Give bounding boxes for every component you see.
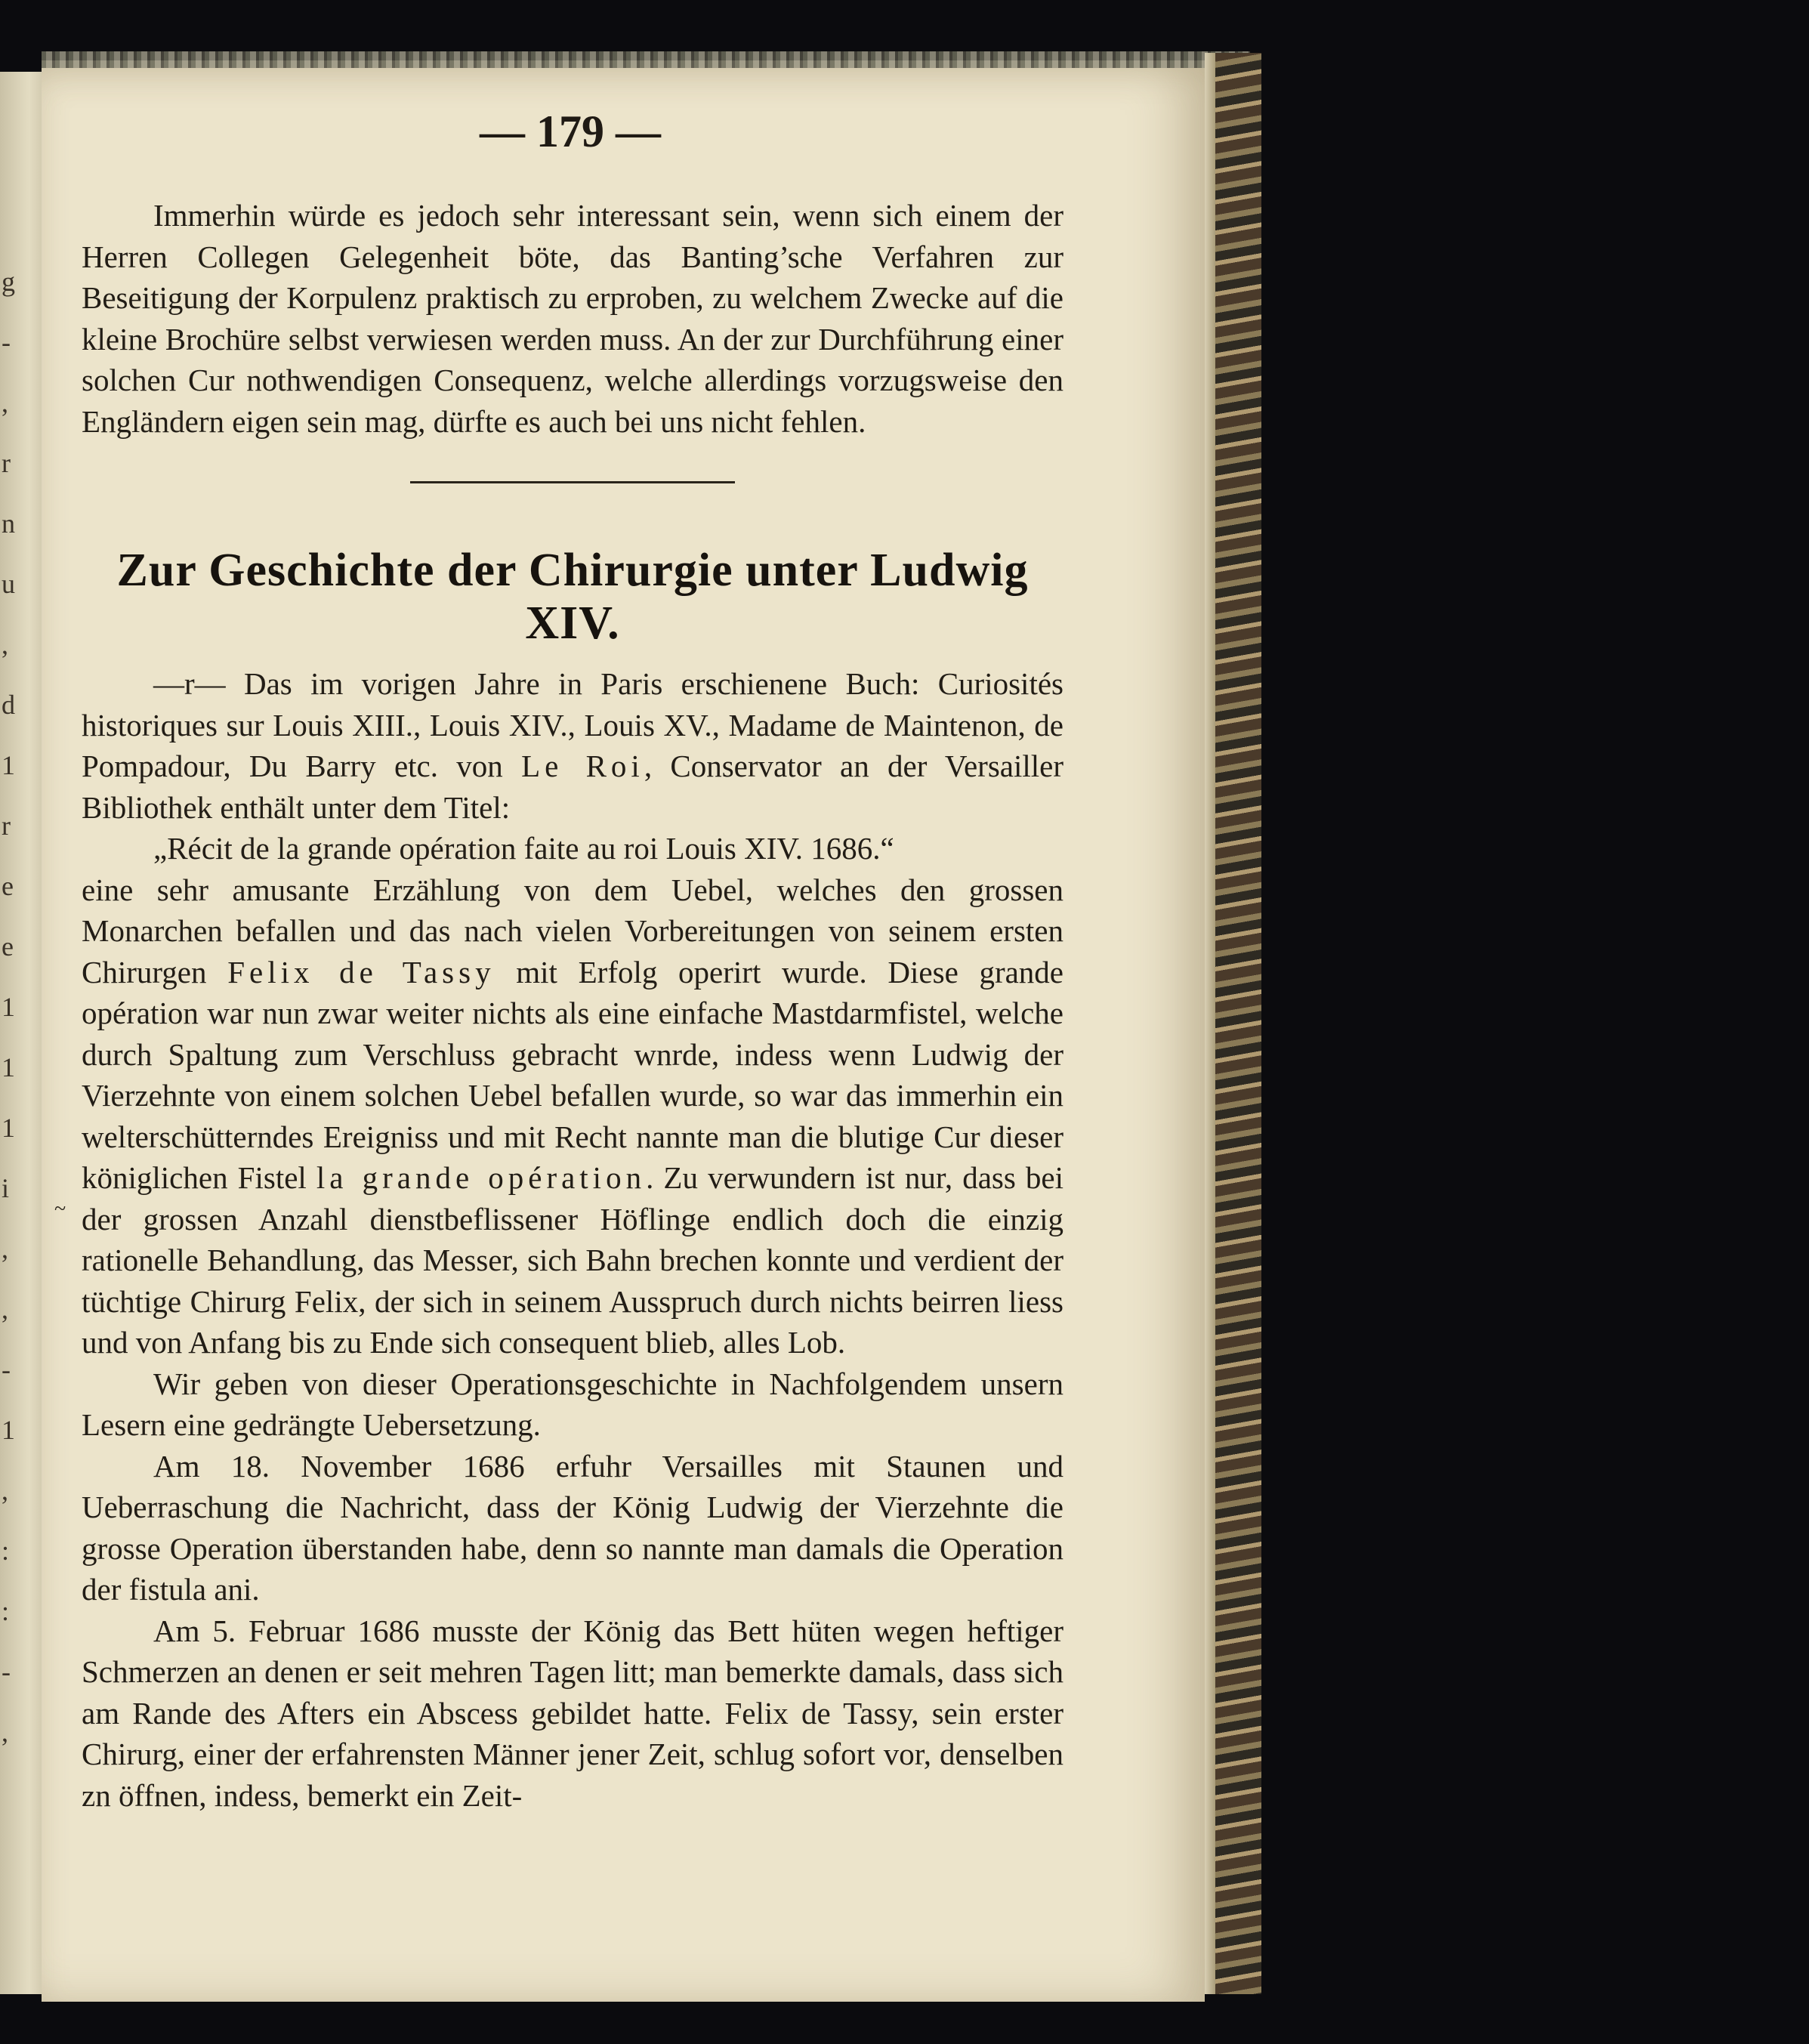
- margin-fragment: d: [2, 690, 15, 720]
- margin-fragment: ,: [2, 629, 8, 659]
- paragraph-translation-note: Wir geben von dieser Operationsgeschichte in Nachfolgendem unsern Lesern eine gedrängte Uebersetzung.: [82, 1366, 1063, 1442]
- margin-fragment: -: [2, 1354, 11, 1385]
- margin-fragment: r: [2, 810, 11, 841]
- margin-fragment: -: [2, 327, 11, 357]
- facing-page-margin: [0, 72, 42, 1994]
- margin-fragment: g: [2, 267, 15, 297]
- p2-text-c: . Zu verwundern ist nur, dass bei der grossen Anzahl dienstbeflissener Höflinge endlich doch die einzig rationelle Behandlung, das Messer, sich Bahn brechen konnte und verdient der tüchtige Chirurg Felix, der sich in seinem Ausspruch durch nichts beirren liess und von Anfang bis zu Ende sich consequent blieb, alles Lob.: [82, 1160, 1063, 1360]
- margin-fragment: ,: [2, 1234, 8, 1264]
- paragraph-november: Am 18. November 1686 erfuhr Versailles mit Staunen und Ueberraschung die Nachricht, dass der König Ludwig der Vierzehnte die grosse Operation überstanden habe, denn so nannte man damals die Operation der fistula ani.: [82, 1448, 1063, 1607]
- margin-fragment: e: [2, 871, 14, 901]
- margin-fragment: ,: [2, 1717, 8, 1747]
- margin-mark: ~: [54, 1197, 66, 1221]
- margin-fragment: 1: [2, 750, 15, 780]
- margin-fragment: 1: [2, 1415, 15, 1445]
- margin-fragment: ,: [2, 1475, 8, 1505]
- operation-term: la grande opération: [316, 1160, 647, 1195]
- margin-fragment: :: [2, 1596, 10, 1626]
- book-binding-edge: [1205, 53, 1261, 1994]
- margin-fragment: 1: [2, 1052, 15, 1082]
- p2-text-b: mit Erfolg operirt wurde. Diese grande opération war nun zwar weiter nichts als eine einfache Mastdarmfistel, welche durch Spaltung zum Verschluss gebracht wnrde, indess wenn Ludwig der Vierzehnte von einem solchen Uebel befallen wurde, so war das immerhin ein welterschütterndes Ereigniss und mit Recht nannte man die blutige Cur dieser königlichen Fistel: [82, 954, 1063, 1195]
- margin-fragment: ,: [2, 387, 8, 418]
- intro-text-b: , Conservator an der Versailler Bibliothek enthält unter dem Titel:: [82, 749, 1063, 825]
- intro-text-a: —r— Das im vorigen Jahre in Paris erschienene Buch: Curiosités historiques sur Louis XIII., Louis XIV., Louis XV., Madame de Maintenon, de Pompadour, Du Barry etc. von: [82, 666, 1063, 783]
- margin-fragment: n: [2, 508, 15, 539]
- margin-fragment: e: [2, 931, 14, 962]
- paragraph-february: Am 5. Februar 1686 musste der König das Bett hüten wegen heftiger Schmerzen an denen er seit mehren Tagen litt; man bemerkte damals, dass sich am Rande des Afters ein Abscess gebildet hatte. Felix de Tassy, sein erster Chirurg, einer der erfahrensten Männer jener Zeit, schlug sofort vor, denselben zn öffnen, indess, bemerkt ein Zeit-: [82, 1613, 1063, 1813]
- article-intro: [82, 663, 1063, 828]
- margin-fragment: 1: [2, 1113, 15, 1143]
- margin-fragment: 1: [2, 992, 15, 1022]
- margin-fragment: ,: [2, 1294, 8, 1324]
- title-quote: „Récit de la grande opération faite au roi Louis XIV. 1686.“: [153, 831, 894, 866]
- margin-fragment: -: [2, 1657, 11, 1687]
- p2-text-a: eine sehr amusante Erzählung von dem Uebel, welches den grossen Monarchen befallen und das nach vielen Vorbereitungen von seinem ersten Chirurgen: [82, 872, 1063, 990]
- author-name: Le Roi: [521, 749, 644, 783]
- paragraph-operation: [82, 869, 1063, 1363]
- page-body: [82, 195, 1063, 1816]
- article-heading: Zur Geschichte der Chirurgie unter Ludwig XIV.: [116, 545, 1029, 649]
- margin-fragment: u: [2, 569, 15, 599]
- page-top-edge: [42, 51, 1250, 68]
- margin-fragment: i: [2, 1173, 10, 1203]
- margin-fragment: r: [2, 448, 11, 478]
- section-divider: [410, 481, 735, 483]
- margin-fragment: :: [2, 1536, 10, 1566]
- page-number: — 179 —: [480, 107, 661, 156]
- surgeon-name: Felix de Tassy: [227, 954, 495, 990]
- paragraph-previous-article: Immerhin würde es jedoch sehr interessant sein, wenn sich einem der Herren Collegen Gelegenheit böte, das Banting’sche Verfahren zur Beseitigung der Korpulenz praktisch zu erproben, zu welchem Zwecke auf die kleine Brochüre selbst verwiesen werden muss. An der zur Durchführung einer solchen Cur nothwendigen Consequenz, welche allerdings vorzugsweise den Engländern eigen sein mag, dürfte es auch bei uns nicht fehlen.: [82, 198, 1063, 439]
